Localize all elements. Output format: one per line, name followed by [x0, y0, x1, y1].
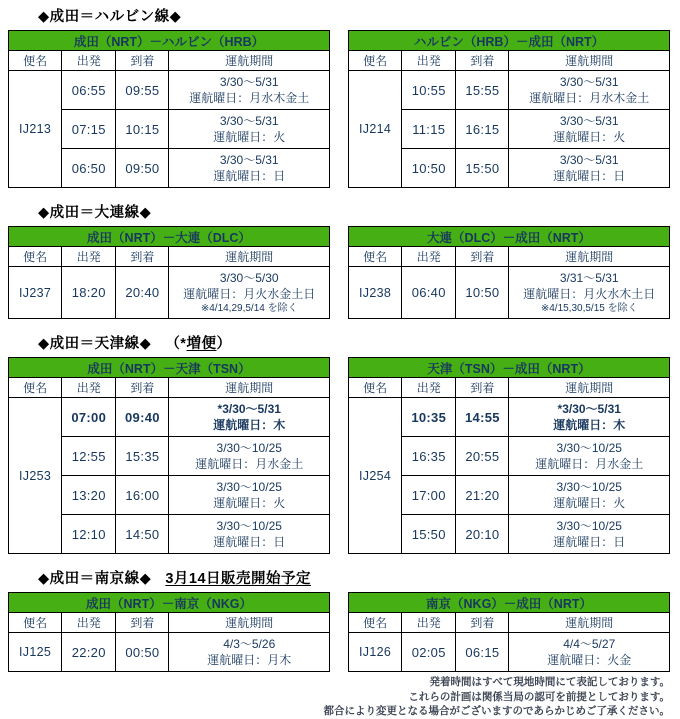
column-header: 運航期間: [509, 613, 670, 633]
period-dates: 4/3～5/26: [223, 637, 276, 651]
departure-time-cell: 06:40: [402, 267, 456, 319]
period-dates: 3/30～10/25: [556, 519, 622, 533]
column-header: 運航期間: [169, 51, 330, 71]
period-days: 運航曜日：日: [213, 169, 286, 183]
flight-number-cell: IJ254: [349, 398, 402, 554]
column-header: 便名: [349, 247, 402, 267]
departure-time-cell: 15:50: [402, 515, 456, 554]
arrival-time-cell: 06:15: [456, 633, 509, 672]
arrival-time-cell: 15:55: [456, 71, 509, 110]
period-note: ※4/14,29,5/14 を除く: [200, 303, 298, 314]
section-heading: [38, 332, 672, 353]
operation-period-cell: [169, 437, 330, 476]
heading-note-underlined: 3月14日販売開始予定: [165, 571, 312, 587]
period-days: 運航曜日：月水金土: [535, 457, 644, 471]
period-days: 運航曜日：日: [553, 169, 626, 183]
footer-line: 発着時間はすべて現地時間にて表記しております。: [429, 676, 670, 688]
departure-time-cell: 16:35: [402, 437, 456, 476]
operation-period-cell: [509, 515, 670, 554]
period-days: 運航曜日：火金: [547, 653, 632, 667]
period-days: 運航曜日：火: [553, 130, 626, 144]
flight-number-cell: IJ237: [9, 267, 62, 319]
column-header: 到着: [456, 247, 509, 267]
footer-line: これらの計画は関係当局の認可を前提としております。: [408, 690, 670, 703]
period-dates: 3/30～5/30: [219, 271, 279, 285]
period-days: 運航曜日：日: [553, 535, 626, 549]
column-header: 便名: [349, 613, 402, 633]
departure-time-cell: 10:35: [402, 398, 456, 437]
departure-time-cell: 12:55: [62, 437, 116, 476]
footer-line: 都合により変更となる場合がございますのであらかじめご了承ください。: [323, 705, 670, 717]
operation-period-cell: [509, 267, 670, 319]
period-days: 運航曜日：月火水木土日: [523, 287, 656, 301]
table-title: 成田（NRT）－大連（DLC）: [9, 227, 330, 247]
period-days: 運航曜日：月木: [207, 653, 292, 667]
period-days: 運航曜日：火: [553, 496, 626, 510]
column-header: 運航期間: [509, 378, 670, 398]
operation-period-cell: [509, 633, 670, 672]
arrival-time-cell: 09:55: [116, 71, 169, 110]
schedule-table: [348, 592, 670, 672]
operation-period-cell: [509, 71, 670, 110]
column-header: 便名: [9, 613, 62, 633]
period-days: 運航曜日：月水金土: [195, 457, 304, 471]
flight-number-cell: IJ253: [9, 398, 62, 554]
arrival-time-cell: 09:40: [116, 398, 169, 437]
tables-row: [8, 226, 672, 319]
table-title: 天津（TSN）－成田（NRT）: [349, 358, 670, 378]
schedule-table: [8, 357, 330, 554]
flight-number-cell: IJ213: [9, 71, 62, 188]
column-header: 出発: [402, 613, 456, 633]
flight-number-cell: IJ126: [349, 633, 402, 672]
period-days: 運航曜日：火: [213, 496, 286, 510]
footer-note: [8, 675, 672, 719]
schedule-table: [348, 226, 670, 319]
sections-container: [8, 5, 672, 672]
table-title: 成田（NRT）－ハルビン（HRB）: [9, 31, 330, 51]
period-dates: 3/30～10/25: [216, 519, 282, 533]
column-header: 到着: [116, 613, 169, 633]
operation-period-cell: [169, 149, 330, 188]
period-dates: 3/30～5/31: [559, 153, 619, 167]
period-days: 運航曜日：月火水金土日: [183, 287, 316, 301]
period-dates: 3/30～10/25: [556, 441, 622, 455]
flight-row: [9, 267, 330, 319]
route-section: [8, 332, 672, 554]
arrival-time-cell: 00:50: [116, 633, 169, 672]
period-note: ※4/15,30,5/15 を除く: [540, 303, 638, 314]
operation-period-cell: [169, 515, 330, 554]
operation-period-cell: [509, 149, 670, 188]
schedule-table: [8, 226, 330, 319]
route-section: [8, 201, 672, 319]
arrival-time-cell: 14:55: [456, 398, 509, 437]
section-heading: [38, 201, 672, 222]
column-header: 出発: [62, 51, 116, 71]
flight-row: [349, 71, 670, 110]
departure-time-cell: 02:05: [402, 633, 456, 672]
column-header: 出発: [62, 247, 116, 267]
column-header: 運航期間: [169, 378, 330, 398]
period-days: 運航曜日：木: [213, 418, 286, 432]
arrival-time-cell: 10:15: [116, 110, 169, 149]
tables-row: [8, 592, 672, 672]
section-heading-note: [165, 571, 311, 587]
schedule-table: [8, 592, 330, 672]
flight-row: [9, 71, 330, 110]
column-header: 到着: [456, 51, 509, 71]
section-heading-note: [165, 336, 231, 352]
column-header: 便名: [349, 51, 402, 71]
schedule-table: [8, 30, 330, 188]
column-header: 運航期間: [169, 613, 330, 633]
departure-time-cell: 10:50: [402, 149, 456, 188]
operation-period-cell: [509, 476, 670, 515]
column-header: 到着: [116, 378, 169, 398]
route-section: [8, 5, 672, 188]
tables-row: [8, 30, 672, 188]
period-days: 運航曜日：日: [213, 535, 286, 549]
period-days: 運航曜日：月水木金土: [529, 91, 650, 105]
departure-time-cell: 06:50: [62, 149, 116, 188]
table-title: ハルビン（HRB）－成田（NRT）: [349, 31, 670, 51]
column-header: 運航期間: [169, 247, 330, 267]
departure-time-cell: 10:55: [402, 71, 456, 110]
section-heading: [38, 5, 672, 26]
column-header: 運航期間: [509, 247, 670, 267]
flight-number-cell: IJ125: [9, 633, 62, 672]
heading-note-pre: （*: [165, 336, 187, 352]
flight-row: [349, 633, 670, 672]
column-header: 出発: [62, 613, 116, 633]
departure-time-cell: 17:00: [402, 476, 456, 515]
heading-note-underlined: 増便: [186, 336, 217, 352]
period-days: 運航曜日：月水木金土: [189, 91, 310, 105]
section-heading-title: ◆成田＝南京線◆: [38, 571, 152, 587]
column-header: 出発: [62, 378, 116, 398]
operation-period-cell: [169, 110, 330, 149]
column-header: 便名: [9, 51, 62, 71]
section-heading-title: ◆成田＝ハルビン線◆: [38, 9, 182, 25]
arrival-time-cell: 20:55: [456, 437, 509, 476]
operation-period-cell: [509, 437, 670, 476]
period-dates: 3/30～5/31: [559, 114, 619, 128]
arrival-time-cell: 16:00: [116, 476, 169, 515]
period-dates: 4/4～5/27: [563, 637, 616, 651]
flight-row: [9, 398, 330, 437]
section-heading-title: ◆成田＝大連線◆: [38, 205, 152, 221]
departure-time-cell: 11:15: [402, 110, 456, 149]
period-dates: *3/30～5/31: [217, 402, 281, 416]
arrival-time-cell: 20:40: [116, 267, 169, 319]
period-dates: 3/30～10/25: [216, 441, 282, 455]
departure-time-cell: 13:20: [62, 476, 116, 515]
period-dates: 3/31～5/31: [559, 271, 619, 285]
schedule-table: [348, 30, 670, 188]
arrival-time-cell: 10:50: [456, 267, 509, 319]
period-dates: 3/30～5/31: [219, 114, 279, 128]
tables-row: [8, 357, 672, 554]
operation-period-cell: [169, 71, 330, 110]
period-dates: 3/30～5/31: [559, 75, 619, 89]
period-dates: *3/30～5/31: [557, 402, 621, 416]
period-dates: 3/30～10/25: [556, 480, 622, 494]
heading-note-post: ）: [216, 336, 232, 352]
column-header: 出発: [402, 247, 456, 267]
departure-time-cell: 06:55: [62, 71, 116, 110]
operation-period-cell: [509, 110, 670, 149]
column-header: 到着: [116, 247, 169, 267]
table-title: 成田（NRT）－南京（NKG）: [9, 593, 330, 613]
flight-row: [349, 267, 670, 319]
flight-row: [349, 398, 670, 437]
column-header: 便名: [9, 378, 62, 398]
arrival-time-cell: 20:10: [456, 515, 509, 554]
column-header: 便名: [349, 378, 402, 398]
period-days: 運航曜日：火: [213, 130, 286, 144]
period-dates: 3/30～10/25: [216, 480, 282, 494]
table-title: 大連（DLC）－成田（NRT）: [349, 227, 670, 247]
column-header: 出発: [402, 51, 456, 71]
section-heading: [38, 567, 672, 588]
period-days: 運航曜日：木: [553, 418, 626, 432]
operation-period-cell: [169, 633, 330, 672]
departure-time-cell: 18:20: [62, 267, 116, 319]
arrival-time-cell: 21:20: [456, 476, 509, 515]
operation-period-cell: [169, 398, 330, 437]
flight-row: [9, 633, 330, 672]
column-header: 到着: [456, 613, 509, 633]
section-heading-title: ◆成田＝天津線◆: [38, 336, 152, 352]
arrival-time-cell: 16:15: [456, 110, 509, 149]
departure-time-cell: 07:00: [62, 398, 116, 437]
table-title: 南京（NKG）－成田（NRT）: [349, 593, 670, 613]
arrival-time-cell: 14:50: [116, 515, 169, 554]
column-header: 出発: [402, 378, 456, 398]
table-title: 成田（NRT）－天津（TSN）: [9, 358, 330, 378]
operation-period-cell: [169, 267, 330, 319]
flight-number-cell: IJ238: [349, 267, 402, 319]
column-header: 到着: [456, 378, 509, 398]
column-header: 到着: [116, 51, 169, 71]
flight-number-cell: IJ214: [349, 71, 402, 188]
departure-time-cell: 22:20: [62, 633, 116, 672]
column-header: 便名: [9, 247, 62, 267]
schedule-table: [348, 357, 670, 554]
operation-period-cell: [169, 476, 330, 515]
route-section: [8, 567, 672, 672]
period-dates: 3/30～5/31: [219, 153, 279, 167]
departure-time-cell: 07:15: [62, 110, 116, 149]
arrival-time-cell: 15:50: [456, 149, 509, 188]
arrival-time-cell: 09:50: [116, 149, 169, 188]
arrival-time-cell: 15:35: [116, 437, 169, 476]
period-dates: 3/30～5/31: [219, 75, 279, 89]
operation-period-cell: [509, 398, 670, 437]
departure-time-cell: 12:10: [62, 515, 116, 554]
column-header: 運航期間: [509, 51, 670, 71]
